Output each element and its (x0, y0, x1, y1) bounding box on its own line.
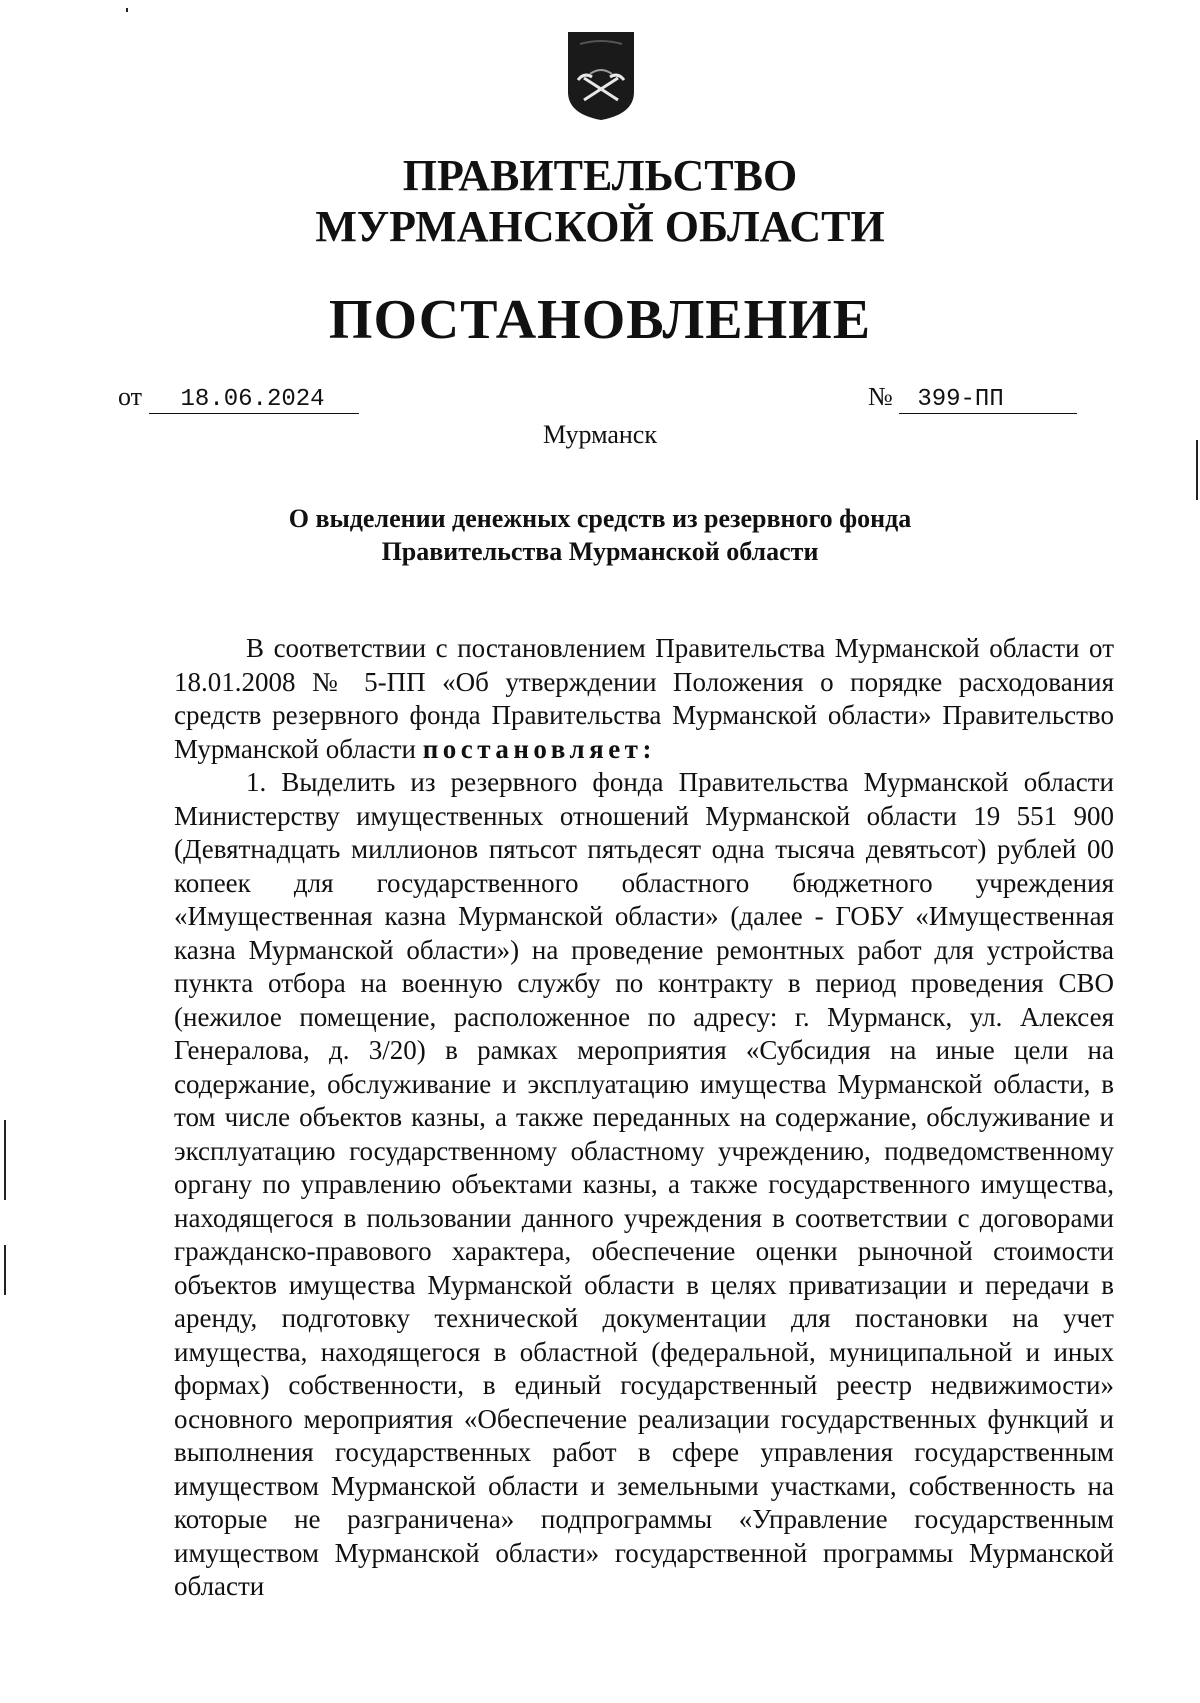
subject-line1: О выделении денежных средств из резервного фонда (288, 504, 912, 533)
scan-mark (126, 8, 128, 12)
document-city: Мурманск (543, 420, 657, 449)
document-body (174, 632, 1114, 1604)
resolution-keyword: постановляет: (422, 733, 656, 764)
organization-name-line1: ПРАВИТЕЛЬСТВО (402, 151, 798, 200)
clause-1-paragraph: 1. Выделить из резервного фонда Правительства Мурманской области Министерству имущественных отношений Мурманской области 19 551 900 (Девятнадцать миллионов пятьсот пятьдесят одна тысяча девятьсот) рублей 00 копеек для государственного областного бюджетного учреждения «Имущественная казна Мурманской области» (далее - ГОБУ «Имущественная казна Мурманской области») на проведение ремонтных работ для устройства пункта отбора на военную службу по контракту в период проведения СВО (нежилое помещение, расположенное по адресу: г. Мурманск, ул. Алексея Генералова, д. 3/20) в рамках мероприятия «Субсидия на иные цели на содержание, обслуживание и эксплуатацию имущества Мурманской области, в том числе объектов казны, а также переданных на содержание, обслуживание и эксплуатацию государственному областному учреждению, подведомственному органу по управлению объектами казны, а также государственного имущества, находящегося в пользовании данного учреждения в соответствии с договорами гражданско-правового характера, обеспечение оценки рыночной стоимости объектов имущества Мурманской области в целях приватизации и передачи в аренду, подготовку технической документации для постановки на учет имущества, находящегося в областной (федеральной, муниципальной и иных формах) собственности, в единый государственный реестр недвижимости» основного мероприятия «Обеспечение реализации государственных функций и выполнения государственных работ в сфере управления государственным имуществом Мурманской области и земельными участками, собственность на которые не разграничена» подпрограммы «Управление государственным имуществом Мурманской области» государственной программы Мурманской области (174, 767, 1114, 1601)
preamble-paragraph (174, 632, 1114, 766)
document-date-line (118, 382, 359, 414)
date-prefix: от (118, 382, 143, 411)
subject-line2: Правительства Мурманской области (381, 537, 819, 566)
document-date: 18.06.2024 (149, 386, 359, 414)
scan-mark (4, 1120, 6, 1200)
document-subject (0, 502, 1200, 568)
organization-name-line2: МУРМАНСКОЙ ОБЛАСТИ (315, 202, 885, 251)
scan-mark (4, 1245, 6, 1295)
number-prefix: № (868, 382, 893, 411)
preamble-text: В соответствии с постановлением Правительства Мурманской области от 18.01.2008 № 5-ПП «Об утверждении Положения о порядке расходования средств резервного фонда Правительства Мурманской области» Правительство Мурманской области (174, 633, 1114, 764)
document-number: 399-ПП (899, 386, 1077, 414)
coat-of-arms-emblem (566, 30, 636, 122)
document-number-line (868, 382, 1077, 414)
scan-mark (1196, 440, 1198, 500)
document-type-title: ПОСТАНОВЛЕНИЕ (328, 289, 872, 351)
